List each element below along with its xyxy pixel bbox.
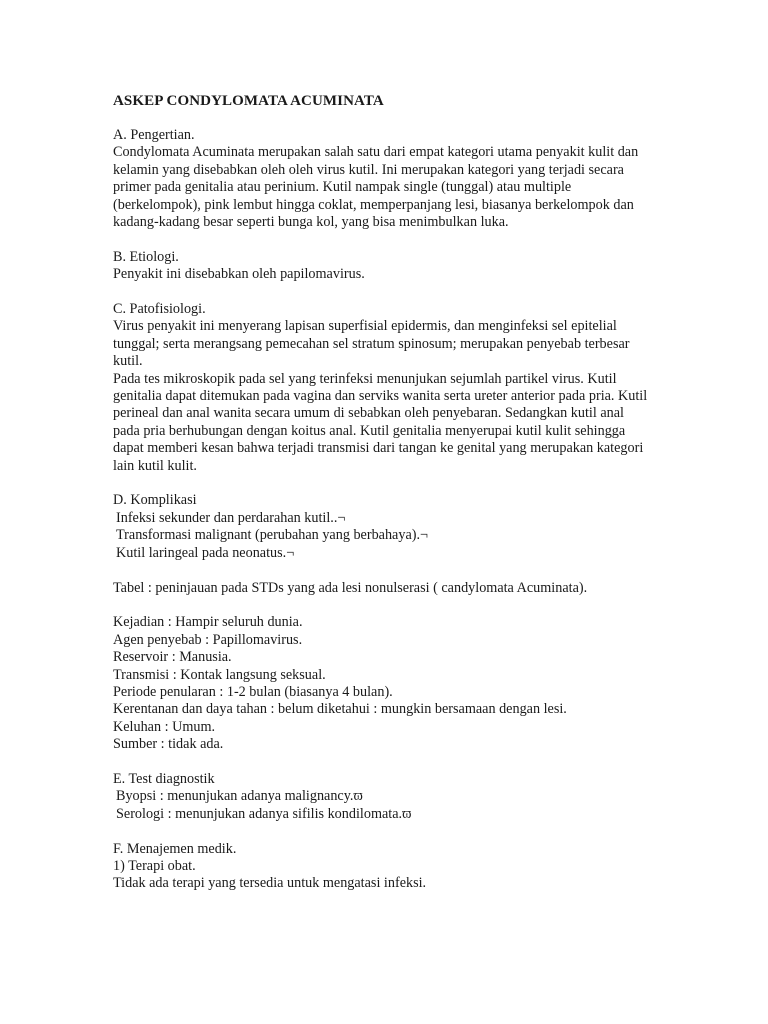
tabel-caption: Tabel : peninjauan pada STDs yang ada lesi nonulserasi ( candylomata Acuminata). (113, 579, 588, 596)
facts-list (113, 614, 653, 753)
list-item: Kutil laringeal pada neonatus.¬ (116, 544, 295, 561)
section-body: Pada tes mikroskopik pada sel yang terinfeksi menunjukan sejumlah partikel virus. Kutil genitalia dapat ditemukan pada vagina dan serviks wanita serta ureter anterior pada pria. Kutil perineal dan anal wanita secara umum di sebabkan oleh penyebaran. Sedangkan kutil anal pada pria berhubungan dengan koitus anal. Kutil genitalia menyerupai kutil kulit sehingga dapat memberi kesan bahwa terjadi transmisi dari tangan ke genital yang merupakan kategori lain kutil kulit. (113, 370, 648, 474)
section-menajemen-medik (113, 841, 653, 893)
subsection-heading: 1) Terapi obat. (113, 857, 196, 874)
section-heading: C. Patofisiologi. (113, 301, 206, 318)
list-item: Serologi : menunjukan adanya sifilis kondilomata.ϖ (116, 805, 412, 822)
document-title: ASKEP CONDYLOMATA ACUMINATA (113, 93, 384, 109)
section-heading: E. Test diagnostik (113, 770, 215, 787)
section-body: Tidak ada terapi yang tersedia untuk mengatasi infeksi. (113, 875, 427, 892)
list-item: Byopsi : menunjukan adanya malignancy.ϖ (116, 788, 363, 805)
section-komplikasi (113, 492, 653, 562)
fact-line: Periode penularan : 1-2 bulan (biasanya 4 bulan). (113, 683, 393, 700)
section-etiologi (113, 249, 653, 284)
komplikasi-list (113, 510, 653, 562)
section-body: Penyakit ini disebabkan oleh papilomavirus. (113, 266, 365, 283)
list-item: Infeksi sekunder dan perdarahan kutil..¬ (116, 509, 346, 526)
section-heading: F. Menajemen medik. (113, 840, 237, 857)
section-body: Condylomata Acuminata merupakan salah satu dari empat kategori utama penyakit kulit dan kelamin yang disebabkan oleh oleh virus kutil. Ini merupakan kategori yang terjadi secara primer pada genitalia atau perinium. Kutil nampak single (tunggal) atau multiple (berkelompok), pink lembut hingga coklat, memperpanjang lesi, biasanya berkelompok dan kadang-kadang besar seperti bunga kol, yang bisa menimbulkan luka. (113, 144, 639, 231)
fact-line: Transmisi : Kontak langsung seksual. (113, 666, 326, 683)
fact-line: Kejadian : Hampir seluruh dunia. (113, 614, 303, 631)
list-item: Transformasi malignant (perubahan yang berbahaya).¬ (116, 527, 429, 544)
section-patofisiologi (113, 301, 653, 475)
section-body: Virus penyakit ini menyerang lapisan superfisial epidermis, dan menginfeksi sel epitelial tunggal; serta merangsang pemecahan sel stratum spinosum; merupakan penyebab terbesar kutil. (113, 318, 630, 370)
fact-line: Agen penyebab : Papillomavirus. (113, 631, 303, 648)
fact-line: Reservoir : Manusia. (113, 649, 232, 666)
fact-line: Kerentanan dan daya tahan : belum diketahui : mungkin bersamaan dengan lesi. (113, 701, 567, 718)
section-heading: B. Etiologi. (113, 248, 179, 265)
section-heading: D. Komplikasi (113, 492, 197, 509)
diagnostik-list (113, 788, 653, 823)
section-heading: A. Pengertian. (113, 127, 195, 143)
section-test-diagnostik (113, 771, 653, 823)
document-content (113, 92, 653, 893)
fact-line: Keluhan : Umum. (113, 718, 216, 735)
fact-line: Sumber : tidak ada. (113, 736, 224, 753)
section-pengertian (113, 127, 653, 231)
